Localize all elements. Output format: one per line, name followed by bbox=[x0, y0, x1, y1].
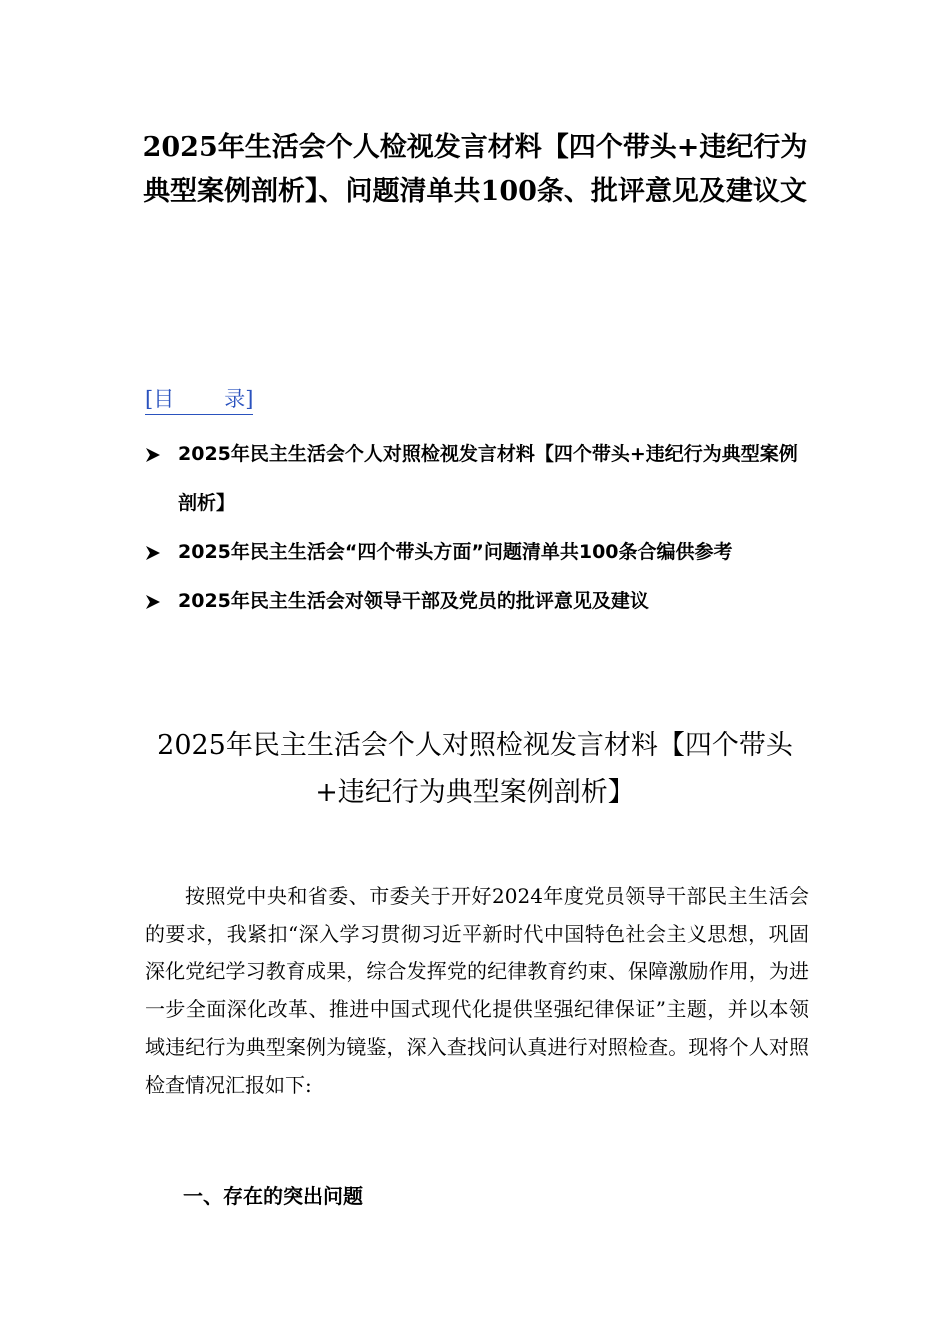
document-title: 2025年生活会个人检视发言材料【四个带头+违纪行为典型案例剖析】、问题清单共100条、批评意见及建议文 bbox=[142, 132, 808, 207]
toc-heading[interactable] bbox=[145, 384, 253, 415]
toc-item[interactable] bbox=[145, 528, 815, 577]
toc-item-text: 2025年民主生活会个人对照检视发言材料【四个带头+违纪行为典型案例剖析】 bbox=[178, 443, 798, 514]
arrow-bullet-icon bbox=[145, 528, 163, 577]
section-title: 2025年民主生活会个人对照检视发言材料【四个带头+违纪行为典型案例剖析】 bbox=[157, 730, 793, 808]
toc-item-text: 2025年民主生活会对领导干部及党员的批评意见及建议 bbox=[178, 590, 649, 612]
body-paragraph: 按照党中央和省委、市委关于开好2024年度党员领导干部民主生活会的要求，我紧扣“深入学习贯彻习近平新时代中国特色社会主义思想，巩固深化党纪学习教育成果，综合发挥党的纪律教育约束、保障激励作用，为进一步全面深化改革、推进中国式现代化提供坚强纪律保证”主题，并以本领域违纪行为典型案例为镜鉴，深入查找问认真进行对照检查。现将个人对照检查情况汇报如下: bbox=[145, 884, 809, 1097]
toc-item[interactable] bbox=[145, 430, 815, 528]
toc-list bbox=[145, 430, 815, 626]
arrow-bullet-icon bbox=[145, 577, 163, 626]
arrow-bullet-icon bbox=[145, 430, 163, 479]
toc-heading-left: [目 bbox=[145, 387, 175, 411]
toc-heading-right: 录] bbox=[224, 387, 254, 411]
toc-item-text: 2025年民主生活会“四个带头方面”问题清单共100条合编供参考 bbox=[178, 541, 733, 563]
toc-item[interactable] bbox=[145, 577, 815, 626]
sub-heading: 一、存在的突出问题 bbox=[183, 1184, 363, 1208]
